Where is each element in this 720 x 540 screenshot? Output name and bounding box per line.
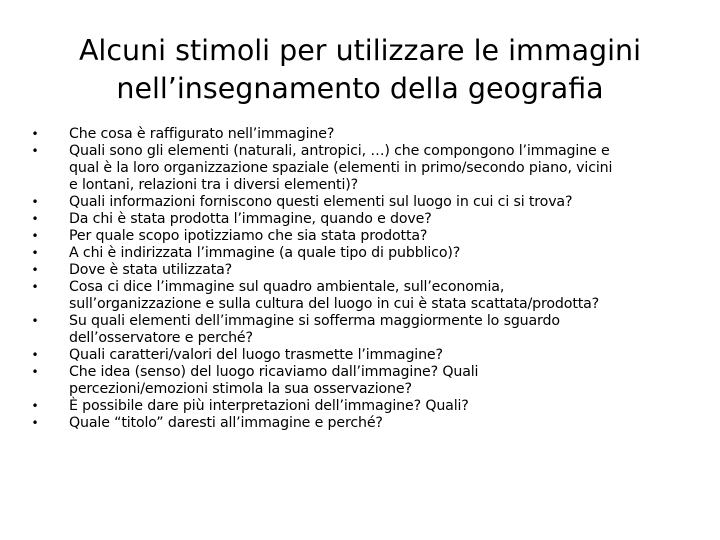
bullet-item — [0, 415, 720, 432]
bullet-item — [0, 313, 720, 347]
bullet-dot-icon: • — [31, 195, 39, 209]
bullet-text-line: Per quale scopo ipotizziamo che sia stata prodotta? — [69, 228, 428, 244]
bullet-text-line: Che cosa è raffigurato nell’immagine? — [69, 126, 335, 142]
bullet-text-line: qual è la loro organizzazione spaziale (elementi in primo/secondo piano, vicini — [69, 160, 613, 176]
bullet-text-line: sull’organizzazione e sulla cultura del luogo in cui è stata scattata/prodotta? — [69, 296, 600, 312]
bullet-text-line: A chi è indirizzata l’immagine (a quale tipo di pubblico)? — [69, 245, 461, 261]
bullet-dot-icon: • — [31, 212, 39, 226]
bullet-text-line: percezioni/emozioni stimola la sua osservazione? — [69, 381, 412, 397]
bullet-dot-icon: • — [31, 365, 39, 379]
slide-title-line-1: Alcuni stimoli per utilizzare le immagini — [78, 34, 642, 67]
bullet-text-line: Dove è stata utilizzata? — [69, 262, 233, 278]
bullet-item — [0, 398, 720, 415]
bullet-dot-icon: • — [31, 144, 39, 158]
bullet-item — [0, 262, 720, 279]
bullet-item — [0, 364, 720, 398]
bullet-item — [0, 194, 720, 211]
bullet-text-line: Che idea (senso) del luogo ricaviamo dall’immagine? Quali — [69, 364, 479, 380]
bullet-text-line: Cosa ci dice l’immagine sul quadro ambientale, sull’economia, — [69, 279, 505, 295]
bullet-text-line: dell’osservatore e perché? — [69, 330, 253, 346]
slide-title — [40, 32, 680, 108]
bullet-list — [0, 126, 720, 432]
bullet-text-line: Quali informazioni forniscono questi elementi sul luogo in cui ci si trova? — [69, 194, 573, 210]
bullet-item — [0, 228, 720, 245]
bullet-text-line: Quali caratteri/valori del luogo trasmette l’immagine? — [69, 347, 443, 363]
bullet-item — [0, 347, 720, 364]
bullet-item — [0, 143, 720, 194]
bullet-item — [0, 211, 720, 228]
bullet-dot-icon: • — [31, 246, 39, 260]
bullet-dot-icon: • — [31, 399, 39, 413]
bullet-item — [0, 279, 720, 313]
bullet-text-line: Su quali elementi dell’immagine si sofferma maggiormente lo sguardo — [69, 313, 560, 329]
bullet-dot-icon: • — [31, 314, 39, 328]
bullet-text-line: È possibile dare più interpretazioni dell’immagine? Quali? — [69, 398, 469, 414]
bullet-text-line: Quale “titolo” daresti all’immagine e perché? — [69, 415, 383, 431]
bullet-item — [0, 126, 720, 143]
bullet-dot-icon: • — [31, 416, 39, 430]
bullet-dot-icon: • — [31, 280, 39, 294]
bullet-text-line: Da chi è stata prodotta l’immagine, quando e dove? — [69, 211, 432, 227]
bullet-dot-icon: • — [31, 127, 39, 141]
slide-title-line-2: nell’insegnamento della geografia — [116, 72, 604, 105]
bullet-dot-icon: • — [31, 348, 39, 362]
bullet-item — [0, 245, 720, 262]
bullet-text-line: Quali sono gli elementi (naturali, antropici, …) che compongono l’immagine e — [69, 143, 610, 159]
bullet-dot-icon: • — [31, 263, 39, 277]
bullet-dot-icon: • — [31, 229, 39, 243]
bullet-text-line: e lontani, relazioni tra i diversi elementi)? — [69, 177, 359, 193]
